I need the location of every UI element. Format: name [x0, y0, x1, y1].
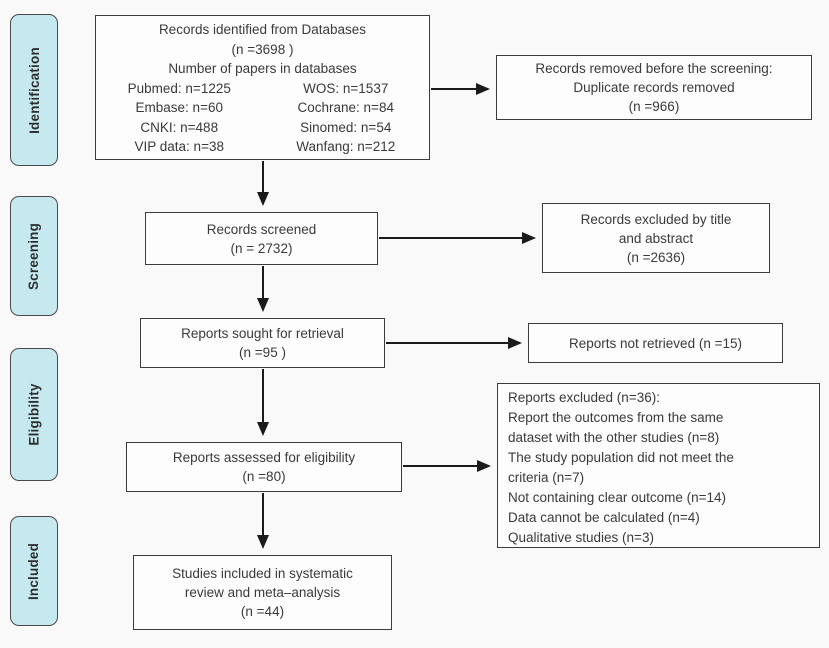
records-removed-box [496, 55, 812, 120]
reports-sought-box [140, 318, 385, 368]
excluded-reason-line: The study population did not meet the [508, 450, 734, 465]
records-excluded-line2: and abstract [618, 230, 694, 246]
stage-screening [10, 196, 58, 316]
stage-included-label: Included [26, 542, 42, 600]
records-excluded-line1: Records excluded by title [580, 211, 732, 227]
studies-included-count: (n =44) [240, 604, 285, 619]
reports-assessed-title: Reports assessed for eligibility [172, 450, 356, 465]
excluded-reason-line: criteria (n=7) [508, 470, 585, 485]
stage-identification [10, 14, 58, 166]
reports-assessed-count: (n =80) [242, 469, 286, 484]
db-count-vip: VIP data: n=38 [134, 139, 224, 154]
reports-assessed-box [126, 442, 402, 492]
stage-identification-label: Identification [26, 46, 42, 134]
studies-included-box [133, 555, 392, 630]
excluded-reason-line: dataset with the other studies (n=8) [508, 430, 720, 445]
records-identified-title: Records identified from Databases [158, 22, 367, 37]
excluded-reason-line: Report the outcomes from the same [508, 410, 724, 425]
studies-included-line1: Studies included in systematic [172, 566, 353, 581]
records-screened-count: (n = 2732) [230, 240, 293, 256]
db-count-wanfang: Wanfang: n=212 [296, 139, 396, 154]
db-count-cnki: CNKI: n=488 [140, 119, 219, 135]
records-screened-title: Records screened [206, 221, 317, 237]
records-removed-line2: Duplicate records removed [573, 80, 735, 95]
reports-sought-title: Reports sought for retrieval [181, 326, 344, 341]
reports-not-retrieved-box [528, 323, 783, 363]
db-count-sinomed: Sinomed: n=54 [300, 119, 392, 135]
stage-screening-label: Screening [26, 222, 42, 290]
reports-excluded-header: Reports excluded (n=36): [508, 390, 660, 405]
studies-included-line2: review and meta–analysis [184, 585, 341, 600]
records-screened-box [145, 212, 378, 265]
records-excluded-title-abstract-box [542, 203, 770, 273]
excluded-reason-line: Data cannot be calculated (n=4) [508, 510, 700, 525]
stage-included [10, 516, 58, 626]
db-count-wos: WOS: n=1537 [303, 80, 389, 96]
records-identified-count: (n =3698 ) [231, 41, 294, 57]
records-excluded-count: (n =2636) [626, 249, 686, 265]
database-counts-grid [96, 79, 429, 157]
excluded-reason-line: Qualitative studies (n=3) [508, 530, 654, 545]
stage-eligibility [10, 348, 58, 481]
records-removed-line1: Records removed before the screening: [535, 61, 773, 76]
db-count-pubmed: Pubmed: n=1225 [127, 80, 231, 96]
reports-excluded-reasons-box [497, 383, 820, 548]
excluded-reason-line: Not containing clear outcome (n=14) [508, 490, 726, 505]
db-count-cochrane: Cochrane: n=84 [297, 100, 394, 115]
reports-sought-count: (n =95 ) [239, 345, 286, 360]
reports-not-retrieved-label: Reports not retrieved (n =15) [569, 335, 742, 351]
records-identified-box [95, 15, 430, 160]
db-count-embase: Embase: n=60 [135, 100, 223, 115]
stage-eligibility-label: Eligibility [26, 383, 42, 446]
records-removed-count: (n =966) [628, 99, 680, 114]
records-identified-subtitle: Number of papers in databases [168, 61, 357, 76]
